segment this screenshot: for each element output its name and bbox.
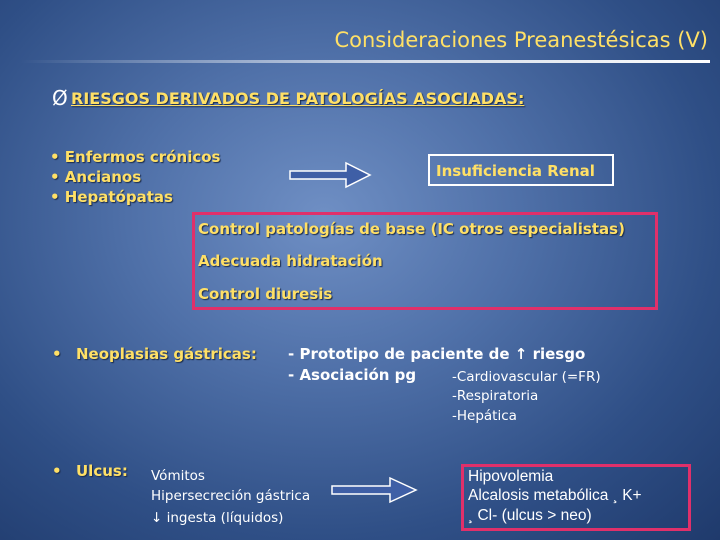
right-arrow-icon [288,160,374,190]
section-heading: RIESGOS DERIVADOS DE PATOLOGÍAS ASOCIADAS: [71,89,525,108]
outcome-line: Hipovolemia [468,468,554,485]
risk-group-item: • Ancianos [50,168,142,186]
risk-group-item: • Enfermos crónicos [50,148,221,166]
control-item: Control patologías de base (IC otros especialistas) [198,220,625,238]
renal-insufficiency-box: Insuficiencia Renal [428,154,614,186]
association-item: -Cardiovascular (=FR) [452,369,601,385]
title-divider [20,60,710,63]
heading-arrow-icon: Ø [52,86,68,110]
ulcus-cause: Hipersecreción gástrica [151,488,311,504]
risk-group-list [50,147,220,207]
control-item: Control diuresis [198,285,333,303]
outcome-line: ¸ Cl- (ulcus > neo) [468,507,592,524]
ulcus-cause: Vómitos [151,468,205,484]
bullet-icon: • [52,462,62,480]
ulcus-label: Ulcus: [76,462,128,480]
ulcus-cause: ↓ ingesta (líquidos) [151,510,284,526]
bullet-icon: • [52,345,62,363]
slide-title: Consideraciones Preanestésicas (V) [334,28,708,52]
control-item: Adecuada hidratación [198,252,383,270]
association-item: -Hepática [452,408,517,424]
risk-group-item: • Hepatópatas [50,188,173,206]
association-item: -Respiratoria [452,388,539,404]
neoplasias-label: Neoplasias gástricas: [76,345,257,363]
outcome-line: Alcalosis metabólica ¸ K+ [468,487,642,504]
neoplasias-association-line: - Asociación pg [288,366,417,384]
right-arrow-icon [330,475,420,505]
neoplasias-risk-line: - Prototipo de paciente de ↑ riesgo [288,345,586,363]
